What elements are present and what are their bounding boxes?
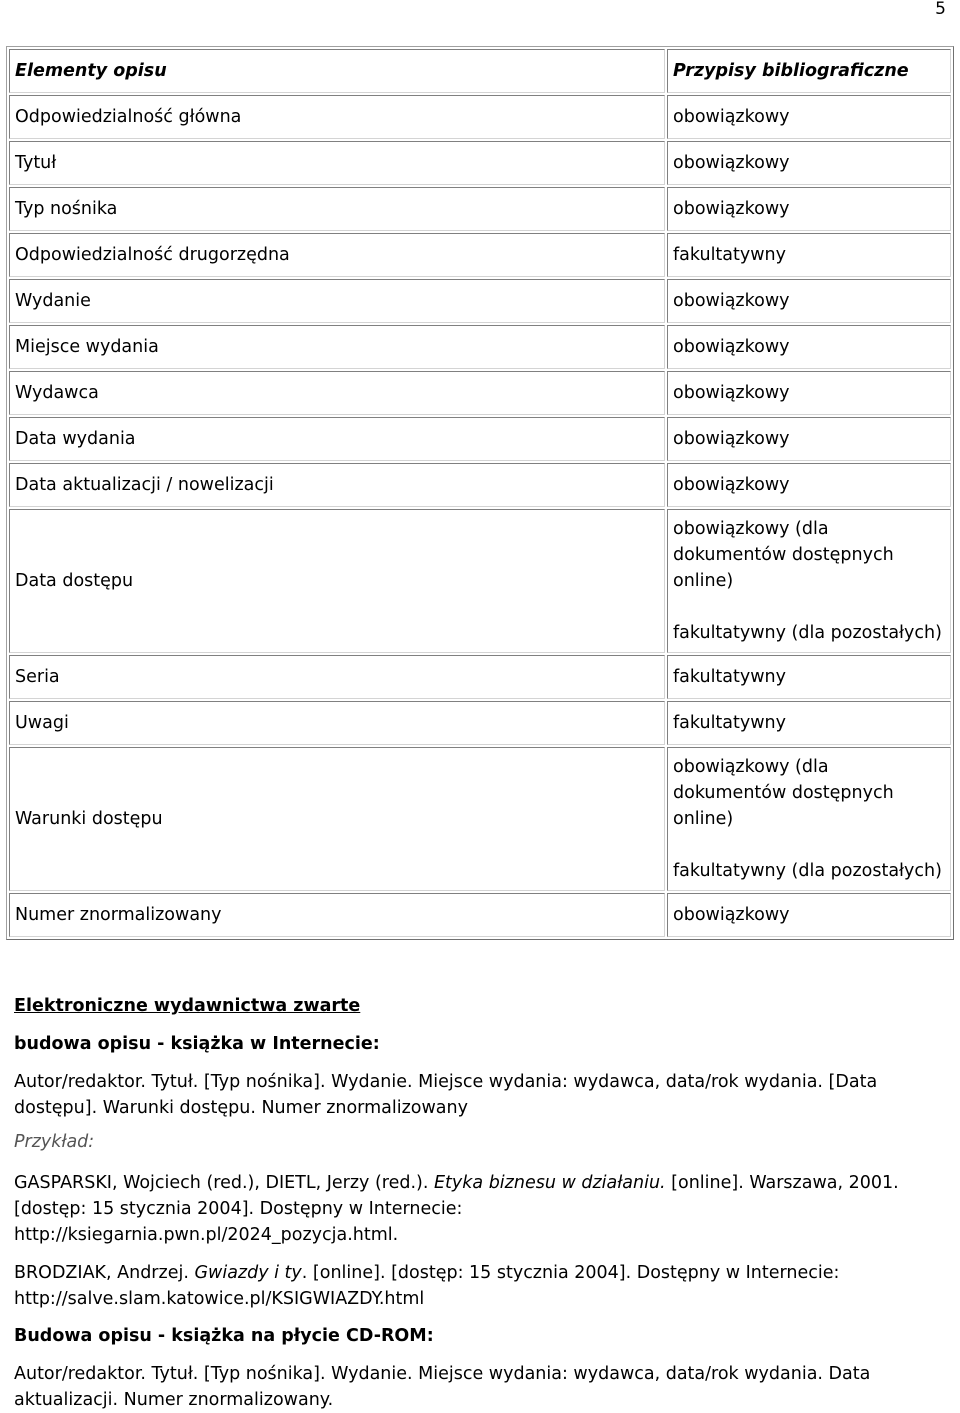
status-line: fakultatywny (dla pozostałych): [673, 623, 942, 643]
element-cell: Data aktualizacji / nowelizacji: [9, 463, 665, 507]
element-cell: Seria: [9, 655, 665, 699]
status-cell: obowiązkowy: [667, 279, 951, 323]
element-cell: Numer znormalizowany: [9, 893, 665, 937]
citation-url: http://ksiegarnia.pwn.pl/2024_pozycja.html.: [14, 1225, 399, 1245]
table-row: [9, 417, 951, 461]
text-line: aktualizacji. Numer znormalizowany.: [14, 1390, 334, 1410]
table-row: [9, 701, 951, 745]
text-line: Autor/redaktor. Tytuł. [Typ nośnika]. Wydanie. Miejsce wydania: wydawca, data/rok wydania. Data: [14, 1364, 871, 1384]
table-row: [9, 655, 951, 699]
status-line: fakultatywny (dla pozostałych): [673, 861, 942, 881]
cdrom-structure-heading: Budowa opisu - książka na płycie CD-ROM:: [14, 1326, 434, 1346]
element-cell: Typ nośnika: [9, 187, 665, 231]
status-cell: obowiązkowy: [667, 463, 951, 507]
text-line: dostępu]. Warunki dostępu. Numer znormalizowany: [14, 1098, 468, 1118]
citation-url: http://salve.slam.katowice.pl/KSIGWIAZDY.html: [14, 1289, 425, 1309]
status-line: obowiązkowy (dla: [673, 519, 829, 539]
description-elements-table: [6, 46, 954, 940]
table-row: [9, 279, 951, 323]
table-row: [9, 187, 951, 231]
table-row: [9, 463, 951, 507]
header-elements: Elementy opisu: [9, 49, 665, 93]
status-line: dokumentów dostępnych: [673, 783, 894, 803]
status-cell: obowiązkowy: [667, 417, 951, 461]
status-cell: fakultatywny: [667, 701, 951, 745]
status-cell: fakultatywny: [667, 655, 951, 699]
cdrom-structure-text: [14, 1361, 914, 1413]
table-row: [9, 371, 951, 415]
internet-structure-heading: budowa opisu - książka w Internecie:: [14, 1034, 380, 1054]
element-cell: Wydawca: [9, 371, 665, 415]
example-citation-1: [14, 1170, 914, 1248]
status-cell: obowiązkowy: [667, 141, 951, 185]
element-cell: Warunki dostępu: [9, 747, 665, 891]
table-row: [9, 509, 951, 653]
citation-author: BRODZIAK, Andrzej.: [14, 1263, 195, 1283]
status-cell: [667, 509, 951, 653]
table-row: [9, 747, 951, 891]
citation-details: . [online]. [dostęp: 15 stycznia 2004]. Dostępny w Internecie:: [301, 1263, 840, 1283]
page-number: 5: [935, 0, 946, 19]
status-line: obowiązkowy (dla: [673, 757, 829, 777]
status-cell: obowiązkowy: [667, 325, 951, 369]
element-cell: Data wydania: [9, 417, 665, 461]
example-label: Przykład:: [14, 1132, 95, 1152]
status-cell: obowiązkowy: [667, 187, 951, 231]
status-cell: obowiązkowy: [667, 893, 951, 937]
internet-structure-text: [14, 1069, 914, 1121]
element-cell: Wydanie: [9, 279, 665, 323]
status-line: dokumentów dostępnych: [673, 545, 894, 565]
status-cell: [667, 747, 951, 891]
section-title: Elektroniczne wydawnictwa zwarte: [14, 996, 361, 1016]
table-row: [9, 95, 951, 139]
citation-authors: GASPARSKI, Wojciech (red.), DIETL, Jerzy (red.).: [14, 1173, 434, 1193]
status-cell: fakultatywny: [667, 233, 951, 277]
citation-title: Etyka biznesu w działaniu.: [434, 1173, 666, 1193]
status-line: online): [673, 809, 734, 829]
citation-title: Gwiazdy i ty: [194, 1263, 302, 1283]
text-line: Autor/redaktor. Tytuł. [Typ nośnika]. Wydanie. Miejsce wydania: wydawca, data/rok wydania. [Data: [14, 1072, 878, 1092]
element-cell: Odpowiedzialność drugorzędna: [9, 233, 665, 277]
citation-line: [dostęp: 15 stycznia 2004]. Dostępny w Internecie:: [14, 1199, 463, 1219]
status-cell: obowiązkowy: [667, 95, 951, 139]
element-cell: Odpowiedzialność główna: [9, 95, 665, 139]
element-cell: Miejsce wydania: [9, 325, 665, 369]
element-cell: Uwagi: [9, 701, 665, 745]
example-citation-2: [14, 1260, 914, 1312]
element-cell: Data dostępu: [9, 509, 665, 653]
citation-details: [online]. Warszawa, 2001.: [665, 1173, 899, 1193]
status-line: online): [673, 571, 734, 591]
element-cell: Tytuł: [9, 141, 665, 185]
table-row: [9, 325, 951, 369]
status-cell: obowiązkowy: [667, 371, 951, 415]
table-row: [9, 141, 951, 185]
table-header-row: [9, 49, 951, 93]
table-row: [9, 233, 951, 277]
citation-line: [14, 1260, 914, 1286]
table-row: [9, 893, 951, 937]
header-footnotes: Przypisy bibliograficzne: [667, 49, 951, 93]
citation-line: [14, 1170, 914, 1196]
